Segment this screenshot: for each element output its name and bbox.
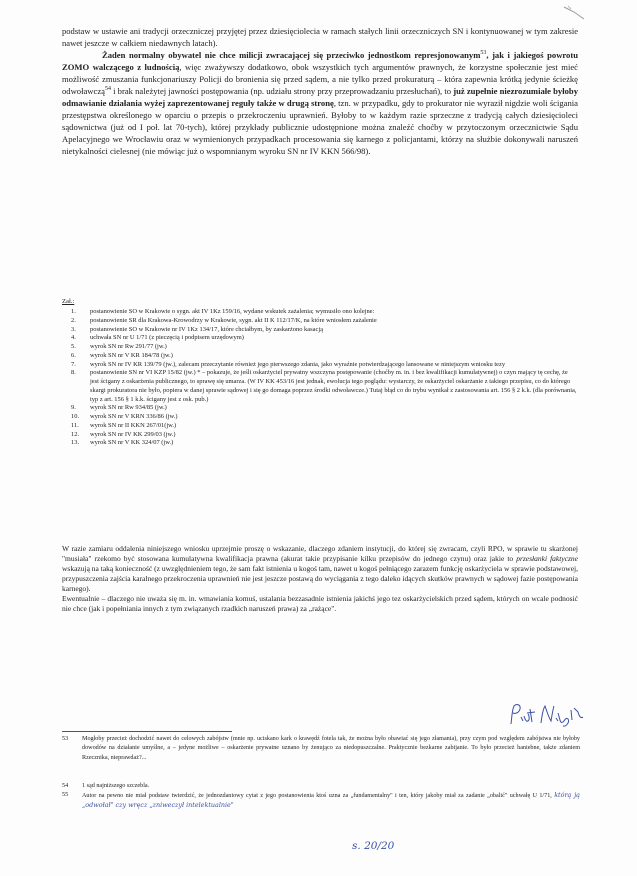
attachment-text: wyrok SN nr II KKN 267/01(jw.) [90, 421, 177, 429]
attachment-number: 5. [71, 343, 76, 350]
attachment-item [62, 369, 578, 404]
paragraph-3-text [62, 544, 578, 594]
attachment-text: wyrok SN nr V KK 324/07 (jw.) [90, 439, 174, 447]
handwritten-annotation: którą ją „odwołał" czy wręcz „zniweczył intelektualnie" [82, 791, 580, 810]
attachment-item [62, 439, 578, 448]
attachment-text: postanowienie SN nr VI KZP 15/82 (jw.) * – pokazuje, że jeśli oskarżyciel prywatny wszczyna postępowanie (choćby m. in. i bez kwalifikacji kumulatywnej) o czyn mający tę cechę, że jest ścigany z oskarżenia publicznego, to sprawę się umarza. (W IV KK 453/16 jest jednak, ewolucja tego poglądu: wystarczy, że oskarżyciel oskarżanie z takiego przepisu, co do którego skargi prokuratora nie było, popiera w danej sprawie sądowej i się go domaga poprzez środki odwoławcze.) Tutaj błąd co do trybu wynikał z zastosowania art. 156 § 2 k.k. (dla porównania, typ z art. 156 § 1 k.k. ścigany jest z osk. pub.) [90, 369, 577, 403]
footnote-text: Mogłoby przecież dochodzić nawet do celowych zabójstw (mnie np. uciskano kark o krawędź fotela tak, że można było obawiać się jego złamania), przy czym pod względem zabójstwa nie byłoby dowodów na działanie umyślne, a – jedyne możliwe – oskarżenie prywatne uznano by żenująco za niedopuszczalne. Praktycznie bezkarne zabijanie. To było przecież haniebne, także zdaniem Rzecznika, nieprawdaż?... [82, 736, 580, 761]
page-number: s. 20/20 [352, 840, 395, 852]
footnote-number: 53 [62, 736, 69, 742]
attachment-number: 2. [71, 316, 76, 324]
attachment-number: 10. [71, 413, 80, 420]
footnote-number: 55 [62, 792, 69, 798]
attachments-list [62, 308, 578, 448]
attachment-text: postanowienie SO w Krakowie o sygn. akt IV 1Kz 159/16, wydane wskutek zażalenia; wymusiło ono kolejne: [90, 308, 375, 315]
attachment-item [62, 413, 578, 422]
attachment-text: wyrok SN nr IV KR 139/79 (jw.), zalecam przeczytanie również jego pierwszego zdania, jako wyraźnie potwierdzającego lansowane w niniejszym wniosku tezy [90, 360, 506, 368]
attachment-number: 13. [71, 439, 80, 447]
italic-phrase: przesłanki faktyczne [516, 554, 579, 564]
attachment-item [62, 334, 578, 343]
paragraph-continuation [62, 26, 578, 50]
footnote-number: 54 [62, 783, 69, 789]
attachment-number: 6. [71, 351, 76, 359]
attachment-text: postanowienie SO w Krakowie nr IV 1Kz 134/17, które chciałbym, by zaskarżono kasacją [90, 325, 323, 333]
attachment-number: 4. [71, 334, 76, 342]
attachment-number: 1. [71, 308, 76, 315]
attachment-item [62, 343, 578, 352]
attachment-text: postanowienie SR dla Krakowa-Krowodrzy w Krakowie, sygn. akt II K 112/17/K, na które wniosłem zażalenie [90, 316, 377, 324]
attachment-text: wyrok SN nr Rw 291/77 (jw.) [90, 343, 167, 350]
attachment-number: 11. [71, 421, 79, 429]
attachment-number: 12. [71, 430, 80, 438]
paragraph-2-text [62, 50, 578, 158]
attachment-number: 3. [71, 325, 76, 333]
footnote-text-wrap [82, 791, 580, 812]
attachment-item [62, 431, 578, 440]
footnote-text: Autor na pewno nie miał podstaw twierdzić, że jednozdaniowy cytat z jego postanowienia ktoś uzna za „fundamentalny" i ten, który jakoby miał za zadanie „obalić" uchwałę U 1/71, [82, 793, 552, 799]
text-run-3: , tzn. w przypadku, gdy to prokurator nie wyraził nigdzie woli ścigania przestępstwa określonego w oparciu o przepis o przekroczeniu uprawnień. Byłoby to w każdym razie sprzeczne z tradycją całych dziesięcioleci sądownictwa (już od I poł. lat 70-tych), której przykłady publicznie udostępnione można znaleźć choćby w przytoczonym orzecznictwie Sądu Apelacyjnego we Wrocławiu oraz w wymienionych przypadkach procesowania się karnego z policjantami, którzy na służbie dokonywali naruszeń nietykalności cielesnej (nie mówiąc już o wspomnianym wyroku SN nr IV KKN 566/98). [62, 97, 578, 156]
attachment-item [62, 317, 578, 326]
paragraph-main-argument [62, 50, 578, 158]
attachment-item [62, 422, 578, 431]
footnote-53 [62, 735, 580, 763]
text-run-1: W razie zamiaru oddalenia niniejszego wniosku uprzejmie proszę o wskazanie, dlaczego zdaniem instytucji, do której się zwracam, czyli RPO, w sprawie tu skarżonej "musiała" rzekomo być stosowana kumulatywna kwalifikacja prawna (akurat takie przypisanie kilku przepisów do jednego czynu) oraz jakie to [62, 544, 578, 564]
footnote-text: 1 sąd najniższego szczebla. [82, 783, 150, 789]
scan-mark [562, 4, 588, 22]
paragraph-request [62, 544, 578, 614]
attachment-item [62, 326, 578, 335]
footnote-54 [62, 782, 580, 791]
attachment-item [62, 308, 578, 317]
handwritten-signature [508, 700, 584, 730]
attachments-heading: Zał.: [62, 298, 75, 305]
footnote-55 [62, 791, 580, 812]
bold-phrase-2: , jak i jakiegoś powrotu ZOMO walczącego z ludnością [62, 50, 578, 72]
attachment-text: wyrok SN nr V KR 184/78 (jw.) [90, 351, 173, 359]
attachment-item [62, 352, 578, 361]
attachment-item [62, 404, 578, 413]
text-run-2: wskazują na taką konieczność (z uwzględnieniem tego, że sam fakt istnienia u kogoś tam, nawet u kogoś pełniącego zarazem funkcję oskarżyciela w sprawie podstawowej, przypuszczenia zajścia karalnego przekroczenia uprawnień nie jest jeszcze postawą do wyciągania z tego daleko idących skutków prawnych w sądowej fazie postępowania karnego). [62, 564, 578, 594]
bold-phrase-3: już zupełnie niezrozumiałe byłoby odmawianie działania wyżej zaprezentowanej reguły także w drugą stronę [62, 85, 578, 108]
attachment-number: 7. [71, 360, 76, 368]
footnote-ref-53: 53 [480, 50, 487, 57]
footnote-ref-54: 54 [104, 86, 111, 92]
paragraph-1-text: podstaw w ustawie ani tradycji orzeczniczej przyjętej przez dziesięciolecia w ramach stałych linii orzeczniczych SN i kontynuowanej w tym zakresie nawet jeszcze w całkiem niedawnych latach). [62, 26, 578, 48]
footnote-separator [62, 731, 232, 732]
bold-phrase-1: Żaden normalny obywatel nie chce milicji zwracającej się przeciwko jednostkom represjonowanym [102, 50, 481, 60]
text-run-2: i brak należytej jawności postępowania (np. udziału strony przy przeprowadzaniu przesłuchań), to [110, 85, 454, 96]
text-run-1: , więc zważywszy dodatkowo, obok wszystkich tych argumentów prawnych, że korzystne społecznie jest mieć możliwość zmuszania funkcjonariuszy Policji do bronienia się przed sądem, a nie tylko przed prokuraturą – która zapewnia krótką jedynie ścieżkę odwoławczą [62, 61, 578, 96]
attachment-text: uchwała SN nr U 1/71 (z pieczęcią i podpisem urzędowym) [90, 334, 244, 342]
attachment-item [62, 361, 578, 370]
attachment-text: wyrok SN nr Rw 934/85 (jw.) [90, 404, 167, 412]
attachment-number: 9. [71, 404, 76, 412]
attachment-text: wyrok SN nr IV KK 299/03 (jw.) [90, 430, 176, 438]
attachment-number: 8. [71, 369, 76, 377]
paragraph-4-text: Ewentualnie – dlaczego nie uważa się m. in. wmawiania komuś, ustalania bezzasadnie istnienia jakichś jego tez oskarżycielskich przed sądem, których on wcale podnosić nie chce (jak i popełniania innych z tym związanych rzadkich naruszeń prawa) za „rażące". [62, 594, 578, 614]
attachment-text: wyrok SN nr V KRN 336/86 (jw.) [90, 413, 178, 420]
